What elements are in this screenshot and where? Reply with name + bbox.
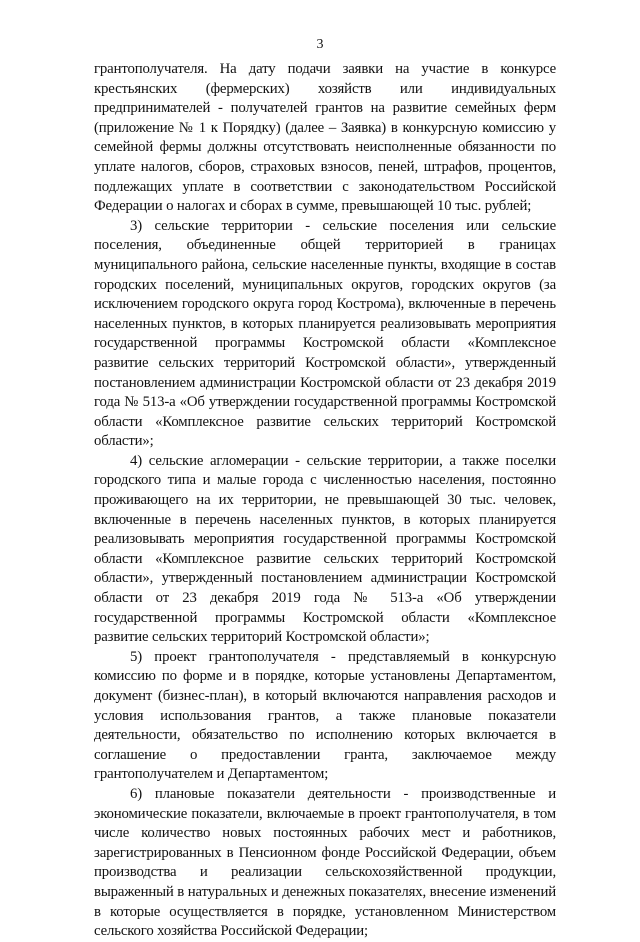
paragraph-item-5: 5) проект грантополучателя - представляемый в конкурсную комиссию по форме и в порядке, которые установлены Департаментом, документ (бизнес-план), в который включаются направления расходов и условия использования грантов, а также плановые показатели деятельности, обязательство по исполнению которых включается в соглашение о предоставлении гранта, заключаемое между грантополучателем и Департаментом; bbox=[94, 648, 556, 783]
paragraph-continuation: грантополучателя. На дату подачи заявки на участие в конкурсе крестьянских (фермерских) хозяйств или индивидуальных предпринимателей - получателей грантов на развитие семейных ферм (приложение № 1 к Порядку) (далее – Заявка) в конкурсную комиссию у семейной фермы должны отсутствовать неисполненные обязанности по уплате налогов, сборов, страховых взносов, пеней, штрафов, процентов, подлежащих уплате в соответствии с законодательством Российской Федерации о налогах и сборах в сумме, превышающей 10 тыс. рублей; bbox=[94, 61, 556, 215]
paragraph-item-6: 6) плановые показатели деятельности - производственные и экономические показатели, включаемые в проект грантополучателя, в том числе количество новых постоянных рабочих мест и работников, зарегистрированных в Пенсионном фонде Российской Федерации, объем производства и реализации сельскохозяйственной продукции, выраженный в натуральных и денежных показателях, внесение изменений в которые осуществляется в порядке, установленном Министерством сельского хозяйства Российской Федерации; bbox=[94, 785, 556, 940]
paragraph-item-3: 3) сельские территории - сельские поселения или сельские поселения, объединенные общей территорией в границах муниципального района, сельские населенные пункты, входящие в состав городских поселений, муниципальных округов, городских округов (за исключением городского округа город Кострома), включенные в перечень населенных пунктов, в которых планируется реализовывать мероприятия государственной программы Костромской области «Комплексное развитие сельских территорий Костромской области», утвержденный постановлением администрации Костромской области от 23 декабря 2019 года № 513-а «Об утверждении государственной программы Костромской области «Комплексное развитие сельских территорий Костромской области»; bbox=[94, 217, 556, 450]
document-body bbox=[94, 60, 556, 942]
paragraph-item-4: 4) сельские агломерации - сельские территории, а также поселки городского типа и малые города с численностью населения, постоянно проживающего на их территории, не превышающей 30 тыс. человек, включенные в перечень населенных пунктов, в которых планируется реализовывать мероприятия государственной программы Костромской области «Комплексное развитие сельских территорий Костромской области», утвержденный постановлением администрации Костромской области от 23 декабря 2019 года № 513-а «Об утверждении государственной программы Костромской области «Комплексное развитие сельских территорий Костромской области»; bbox=[94, 452, 556, 646]
page-number: 3 bbox=[316, 37, 324, 52]
